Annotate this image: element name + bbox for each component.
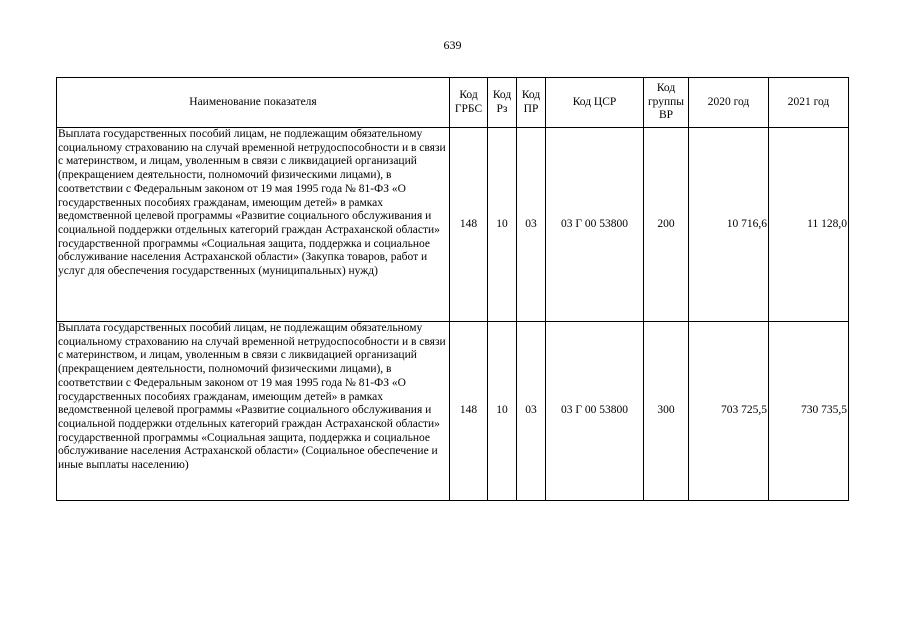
header-2020: 2020 год <box>689 78 769 128</box>
cell-vr: 300 <box>644 322 689 501</box>
budget-table <box>56 77 849 501</box>
header-csr: Код ЦСР <box>546 78 644 128</box>
page-number: 639 <box>443 38 462 52</box>
cell-name: Выплата государственных пособий лицам, не подлежащим обязательному социальному страхованию на случай временной нетрудоспособности и в связи с материнством, и лицам, уволенным в связи с ликвидацией организаций (прекращением деятельности, полномочий физическими лицами), в соответствии с Федеральным законом от 19 мая 1995 года № 81-ФЗ «О государственных пособиях гражданам, имеющим детей» в рамках ведомственной целевой программы «Развитие социального обслуживания и социальной поддержки отдельных категорий граждан Астраханской области» государственной программы «Социальная защита, поддержка и социальное обслуживание населения Астраханской области» (Социальное обеспечение и иные выплаты населению) <box>57 322 450 501</box>
cell-vr: 200 <box>644 128 689 322</box>
cell-2021: 11 128,0 <box>769 128 849 322</box>
cell-pr: 03 <box>517 128 546 322</box>
header-name: Наименование показателя <box>57 78 450 128</box>
header-grbs: Код ГРБС <box>450 78 488 128</box>
cell-grbs: 148 <box>450 322 488 501</box>
cell-2021: 730 735,5 <box>769 322 849 501</box>
cell-rz: 10 <box>488 128 517 322</box>
table-row <box>57 322 849 501</box>
cell-rz: 10 <box>488 322 517 501</box>
cell-csr: 03 Г 00 53800 <box>546 322 644 501</box>
header-rz: Код Рз <box>488 78 517 128</box>
cell-name: Выплата государственных пособий лицам, не подлежащим обязательному социальному страхованию на случай временной нетрудоспособности и в связи с материнством, и лицам, уволенным в связи с ликвидацией организаций (прекращением деятельности, полномочий физическими лицами), в соответствии с Федеральным законом от 19 мая 1995 года № 81-ФЗ «О государственных пособиях гражданам, имеющим детей» в рамках ведомственной целевой программы «Развитие социального обслуживания и социальной поддержки отдельных категорий граждан Астраханской области» государственной программы «Социальная защита, поддержка и социальное обслуживание населения Астраханской области» (Закупка товаров, работ и услуг для обеспечения государственных (муниципальных) нужд) <box>57 128 450 322</box>
header-vr: Код группы ВР <box>644 78 689 128</box>
table-header-row <box>57 78 849 128</box>
table-row <box>57 128 849 322</box>
cell-2020: 10 716,6 <box>689 128 769 322</box>
cell-pr: 03 <box>517 322 546 501</box>
cell-csr: 03 Г 00 53800 <box>546 128 644 322</box>
header-pr: Код ПР <box>517 78 546 128</box>
header-2021: 2021 год <box>769 78 849 128</box>
cell-2020: 703 725,5 <box>689 322 769 501</box>
cell-grbs: 148 <box>450 128 488 322</box>
